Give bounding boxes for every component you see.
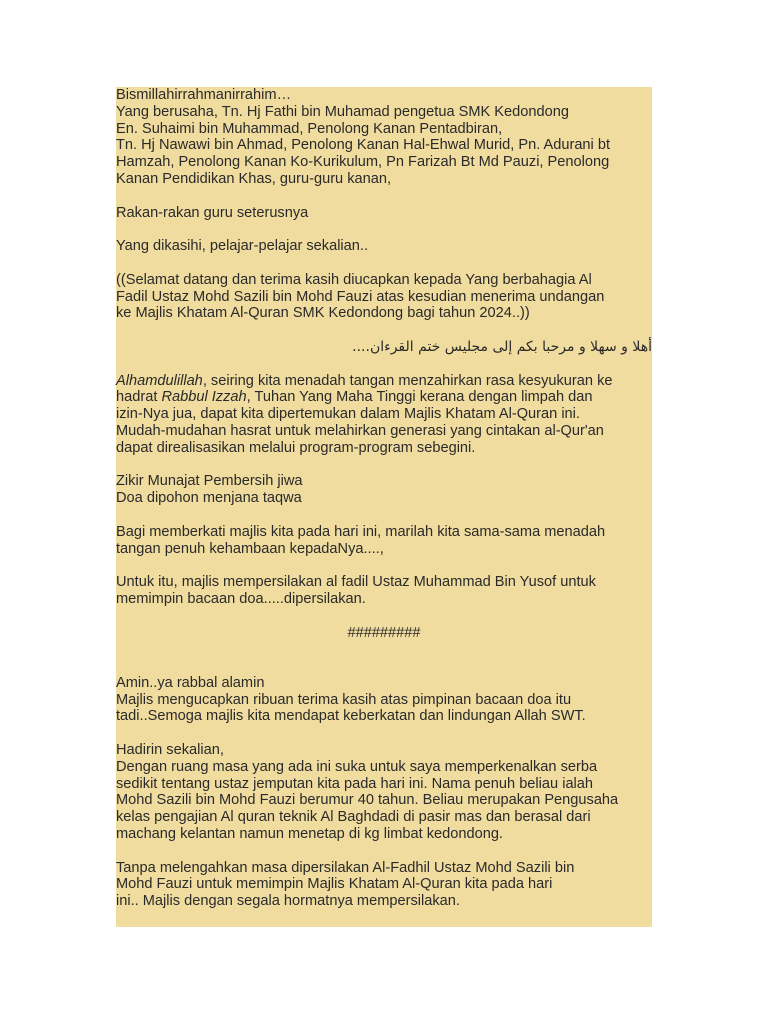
salutation-line: Tn. Hj Nawawi bin Ahmad, Penolong Kanan Hal-Ehwal Murid, Pn. Adurani bt — [116, 137, 611, 154]
intro-line: machang kelantan namun menetap di kg limbat kedondong. — [116, 826, 503, 843]
alhamdulillah-italic: Alhamdulillah — [116, 372, 203, 389]
paragraph-gap — [116, 725, 652, 742]
blessing-line: tangan penuh kehambaan kepadaNya...., — [116, 540, 384, 557]
paragraph-gap — [116, 188, 652, 205]
paragraph-gap — [116, 507, 652, 524]
arabic-welcome-line: أهلا و سهلا و مرحبا بكم إلى مجليس ختم القرءان.... — [352, 338, 652, 355]
closing-line: Tanpa melengahkan masa dipersilakan Al-Fadhil Ustaz Mohd Sazili bin — [116, 859, 575, 876]
amin-line: Amin..ya rabbal alamin — [116, 674, 265, 691]
closing-line: ini.. Majlis dengan segala hormatnya mempersilakan. — [116, 893, 460, 910]
intro-line: sedikit tentang ustaz jemputan kita pada hari ini. Nama penuh beliau ialah — [116, 775, 594, 792]
speech-script — [116, 87, 652, 910]
intro-line: Dengan ruang masa yang ada ini suka untuk saya memperkenalkan serba — [116, 758, 598, 775]
welcome-line: Fadil Ustaz Mohd Sazili bin Mohd Fauzi atas kesudian menerima undangan — [116, 288, 605, 305]
gratitude-text: , Tuhan Yang Maha Tinggi kerana dengan limpah dan — [246, 389, 593, 406]
blessing-line: Bagi memberkati majlis kita pada hari ini, marilah kita sama-sama menadah — [116, 523, 606, 540]
amin-line: tadi..Semoga majlis kita mendapat keberkatan dan lindungan Allah SWT. — [116, 708, 586, 725]
closing-line: Mohd Fauzi untuk memimpin Majlis Khatam Al-Quran kita pada hari — [116, 876, 553, 893]
salutation-line: Yang berusaha, Tn. Hj Fathi bin Muhamad pengetua SMK Kedondong — [116, 103, 569, 120]
paragraph-gap — [116, 843, 652, 860]
section-separator: ######### — [347, 624, 421, 641]
intro-line: Hadirin sekalian, — [116, 742, 224, 759]
salutation-line: En. Suhaimi bin Muhammad, Penolong Kanan Pentadbiran, — [116, 120, 503, 137]
paragraph-gap — [116, 356, 652, 373]
invite-doa-line: memimpin bacaan doa.....dipersilakan. — [116, 590, 366, 607]
teachers-greeting: Rakan-rakan guru seterusnya — [116, 204, 309, 221]
paragraph-gap — [116, 557, 652, 574]
verse-line: Doa dipohon menjana taqwa — [116, 490, 302, 507]
gratitude-line: dapat direalisasikan melalui program-program sebegini. — [116, 439, 476, 456]
rabbul-izzah-italic: Rabbul Izzah — [161, 389, 247, 406]
gratitude-text: hadrat — [116, 389, 162, 406]
paragraph-gap — [116, 322, 652, 339]
salutation-line: Hamzah, Penolong Kanan Ko-Kurikulum, Pn Farizah Bt Md Pauzi, Penolong — [116, 154, 610, 171]
salutation-line: Kanan Pendidikan Khas, guru-guru kanan, — [116, 170, 392, 187]
gratitude-line: Mudah-mudahan hasrat untuk melahirkan generasi yang cintakan al-Qur'an — [116, 422, 604, 439]
welcome-line: ke Majlis Khatam Al-Quran SMK Kedondong bagi tahun 2024..)) — [116, 305, 530, 322]
gratitude-line — [116, 373, 652, 390]
gratitude-line — [116, 389, 652, 406]
paragraph-gap — [116, 457, 652, 474]
opening-line: Bismillahirrahmanirrahim… — [116, 87, 292, 103]
intro-line: kelas pengajian Al quran teknik Al Baghdadi di pasir mas dan berasal dari — [116, 809, 591, 826]
paragraph-gap — [116, 641, 652, 658]
paragraph-gap — [116, 658, 652, 675]
gratitude-text: , seiring kita menadah tangan menzahirkan rasa kesyukuran ke — [202, 372, 613, 389]
highlighted-text-box — [116, 87, 652, 927]
verse-line: Zikir Munajat Pembersih jiwa — [116, 473, 303, 490]
students-greeting: Yang dikasihi, pelajar-pelajar sekalian.. — [116, 238, 369, 255]
welcome-line: ((Selamat datang dan terima kasih diucapkan kepada Yang berbahagia Al — [116, 271, 592, 288]
paragraph-gap — [116, 608, 652, 625]
gratitude-line: izin-Nya jua, dapat kita dipertemukan dalam Majlis Khatam Al-Quran ini. — [116, 406, 580, 423]
amin-line: Majlis mengucapkan ribuan terima kasih atas pimpinan bacaan doa itu — [116, 691, 572, 708]
invite-doa-line: Untuk itu, majlis mempersilakan al fadil Ustaz Muhammad Bin Yusof untuk — [116, 574, 596, 591]
paragraph-gap — [116, 255, 652, 272]
intro-line: Mohd Sazili bin Mohd Fauzi berumur 40 tahun. Beliau merupakan Pengusaha — [116, 792, 619, 809]
paragraph-gap — [116, 221, 652, 238]
